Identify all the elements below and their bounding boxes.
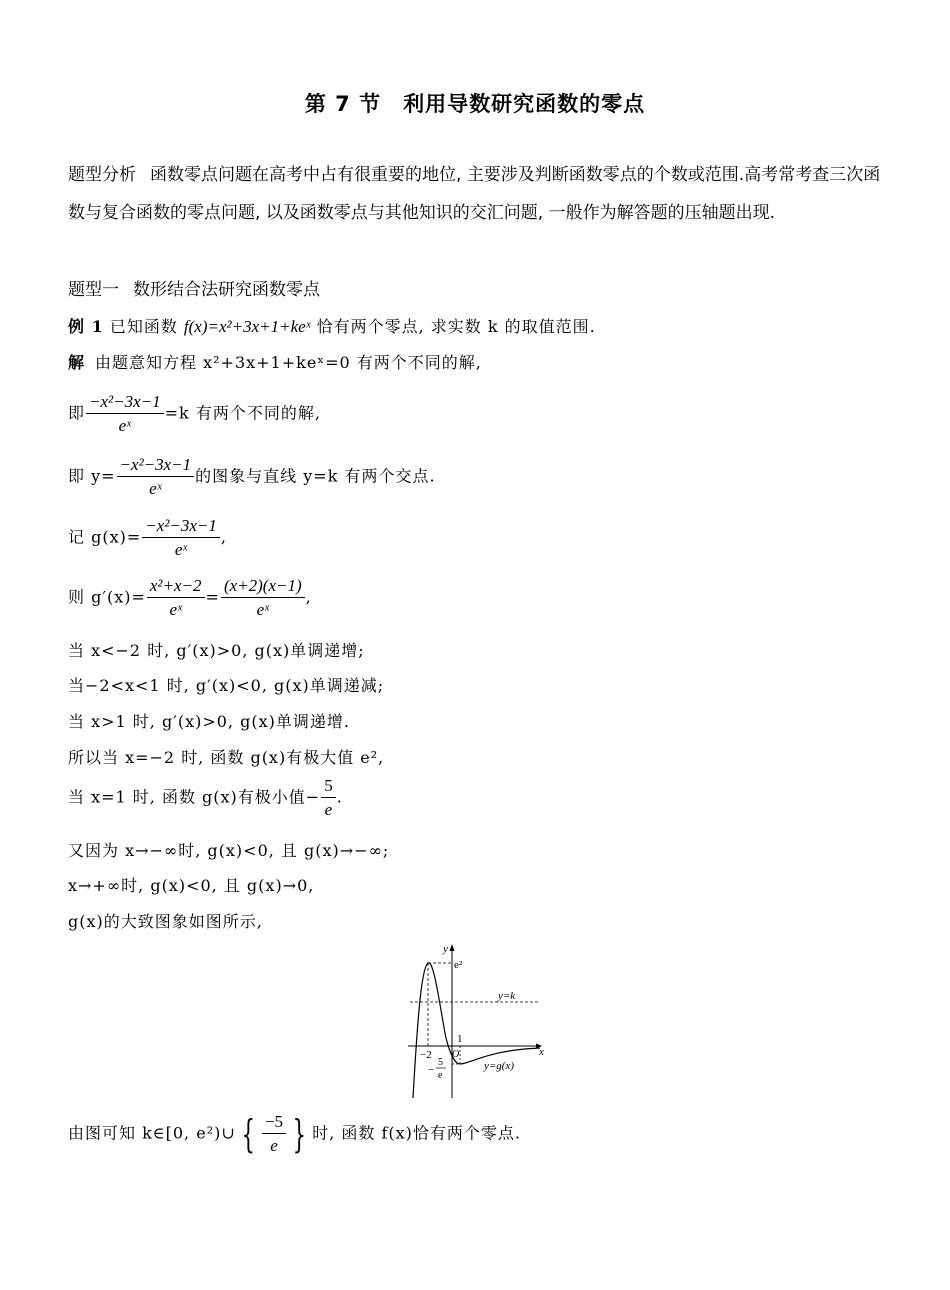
solution-line-13: g(x)的大致图象如图所示, <box>68 912 263 931</box>
solution-line-8: 当 x>1 时, g′(x)>0, g(x)单调递增. <box>68 712 350 731</box>
line10-pre: 当 x=1 时, 函数 g(x)有极小值− <box>68 787 321 807</box>
fraction-7 <box>262 1112 286 1156</box>
solution-line-9: 所以当 x=−2 时, 函数 g(x)有极大值 e², <box>68 748 385 767</box>
solution-line-7: 当−2<x<1 时, g′(x)<0, g(x)单调递减; <box>68 676 385 695</box>
fraction-5 <box>221 576 305 620</box>
e-squared-label: e² <box>454 959 463 971</box>
fraction-2-numerator: −x²−3x−1 <box>117 455 195 477</box>
line4-post: , <box>220 527 227 547</box>
example-post: 恰有两个零点, 求实数 k 的取值范围. <box>316 317 596 336</box>
line14-pre: 由图可知 k∈[0, e²)∪ <box>68 1123 236 1143</box>
solution-line-5: 则 g′(x)= $\frac{\text{x²+x−2}}{\text{eˣ}}$ = $\frac{(x+2)(x-1)}{\text{eˣ}}$ , <box>68 576 312 619</box>
solution-line-3 <box>68 455 436 499</box>
section-label: 题型一 <box>68 280 119 300</box>
fraction-2-denominator: eˣ <box>149 479 162 498</box>
five-label: 5 <box>438 1057 443 1068</box>
fraction-4-denominator: eˣ <box>169 600 182 619</box>
solution-line-10 <box>68 776 343 820</box>
right-brace: } <box>292 1112 307 1156</box>
fraction-1-numerator: −x²−3x−1 <box>86 392 164 414</box>
section-title: 数形结合法研究函数零点 <box>133 280 320 300</box>
line4-pre: 记 g(x)= <box>68 527 142 547</box>
fraction-5-numerator: (x+2)(x−1) <box>221 576 305 598</box>
y-axis-label: y <box>443 943 448 955</box>
line2-pre: 即 <box>68 403 86 423</box>
solution-text-1: 由题意知方程 x²+3x+1+keˣ=0 有两个不同的解, <box>95 353 482 372</box>
line10-post: . <box>336 787 343 807</box>
e-label: e <box>438 1070 443 1081</box>
line3-pre: 即 y= <box>68 466 116 486</box>
solution-line-4 <box>68 516 227 560</box>
line3-post: 的图象与直线 y=k 有两个交点. <box>195 466 436 486</box>
example-function: f(x)=x²+3x+1+keˣ <box>183 317 311 336</box>
y-equals-k-label: y=k <box>498 990 516 1002</box>
x-axis-label: x <box>539 1046 544 1058</box>
example-line <box>68 314 596 337</box>
y-axis-arrow <box>450 944 455 951</box>
fraction-1 <box>86 392 164 436</box>
fraction-6-numerator: 5 <box>321 776 336 798</box>
fraction-3-denominator: eˣ <box>174 540 188 559</box>
fraction-4-numerator: x²+x−2 <box>147 576 205 598</box>
left-brace: { <box>241 1112 256 1156</box>
function-graph <box>400 938 550 1103</box>
solution-line-2 <box>68 392 321 436</box>
solution-line-11: 又因为 x→−∞时, g(x)<0, 且 g(x)→−∞; <box>68 841 390 860</box>
fraction-6 <box>321 776 336 820</box>
example-label: 例 1 <box>68 317 104 336</box>
solution-line-14 <box>68 1112 521 1156</box>
fraction-3 <box>142 516 220 560</box>
neg-sign-label: − <box>428 1064 435 1076</box>
fraction-5-denominator: eˣ <box>256 600 269 619</box>
page-title: 第 7 节 利用导数研究函数的零点 <box>304 92 646 116</box>
curve-label: y=g(x) <box>484 1060 515 1072</box>
solution-line-1 <box>68 350 482 373</box>
solution-line-6: 当 x<−2 时, g′(x)>0, g(x)单调递增; <box>68 641 365 660</box>
solution-line-12: x→+∞时, g(x)<0, 且 g(x)→0, <box>68 876 315 895</box>
intro-paragraph <box>68 156 888 232</box>
curve-g <box>413 963 540 1098</box>
neg-two-label: −2 <box>420 1049 432 1061</box>
fraction-6-denominator: e <box>324 800 333 819</box>
line2-post: =k 有两个不同的解, <box>164 403 321 423</box>
fraction-3-numerator: −x²−3x−1 <box>142 516 220 538</box>
line14-post: 时, 函数 f(x)恰有两个零点. <box>312 1123 522 1143</box>
fraction-2 <box>117 455 195 499</box>
intro-text: 函数零点问题在高考中占有很重要的地位, 主要涉及判断函数零点的个数或范围.高考常考查三次函数与复合函数的零点问题, 以及函数零点与其他知识的交汇问题, 一般作为解答题的压轴题出现. <box>68 165 881 223</box>
example-pre: 已知函数 <box>109 317 178 336</box>
fraction-7-numerator: −5 <box>262 1112 286 1134</box>
line5-pre: 则 g′(x)= <box>68 587 146 607</box>
intro-label: 题型分析 <box>68 165 136 185</box>
fraction-7-denominator: e <box>270 1136 278 1155</box>
solution-label: 解 <box>68 353 86 372</box>
origin-label: O <box>452 1049 460 1060</box>
line5-post: , <box>305 587 312 607</box>
one-label: 1 <box>457 1033 463 1045</box>
section-heading <box>68 275 320 300</box>
fraction-1-denominator: eˣ <box>118 416 131 435</box>
fraction-4 <box>147 576 205 620</box>
